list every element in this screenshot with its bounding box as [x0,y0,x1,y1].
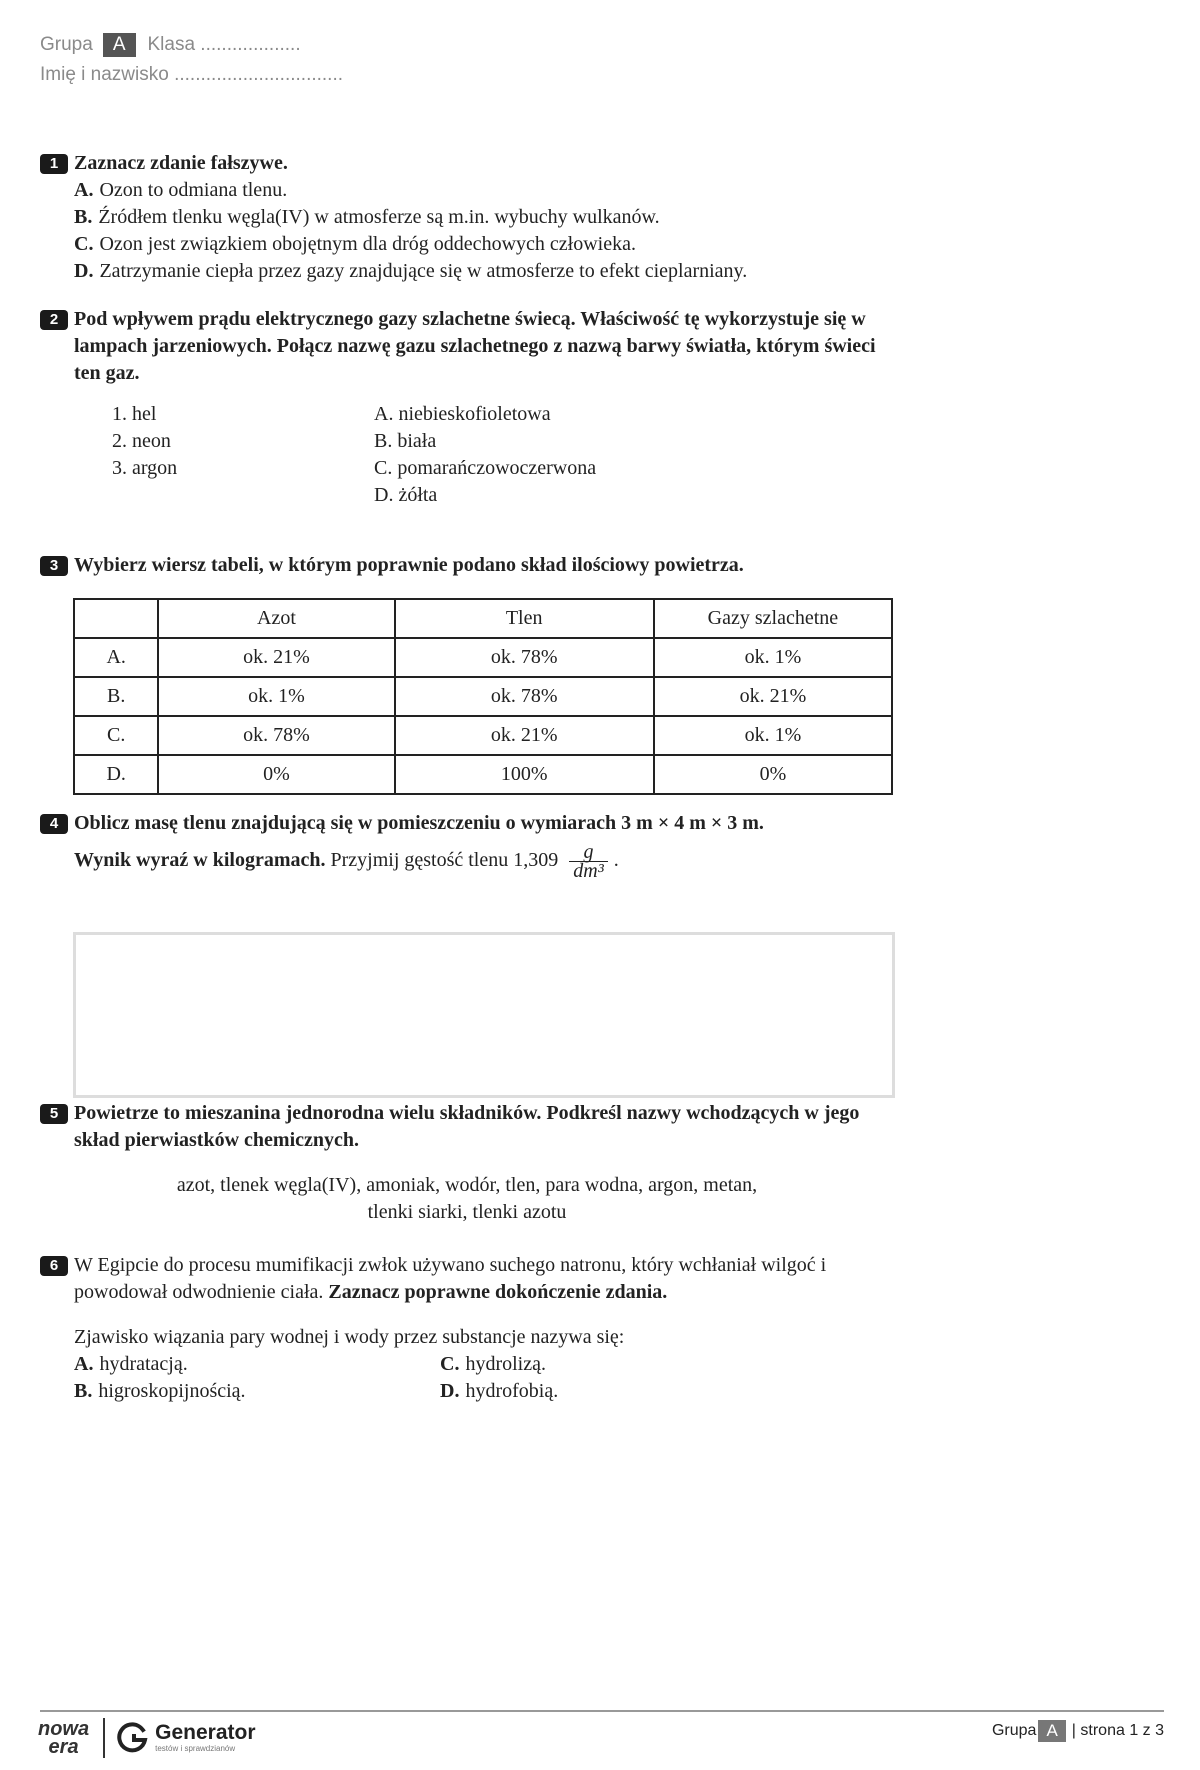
footer-page-info [992,1720,1164,1742]
word-list-line[interactable]: azot, tlenek węgla(IV), amoniak, wodór, tlen, para wodna, argon, metan, [176,1174,758,1196]
table-cell: ok. 21% [654,677,892,716]
task-number: 2 [40,310,68,330]
task-1 [40,150,900,285]
option-b[interactable]: B. Źródłem tlenku węgla(IV) w atmosferze są m.in. wybuchy wulkanów. [74,206,660,228]
header [40,30,343,90]
table-cell: ok. 78% [158,716,394,755]
task-prompt: Powietrze to mieszanina jednorodna wielu składników. Podkreśl nazwy wchodzących w jego skład pierwiastków chemicznych. [74,1102,860,1151]
generator-logo-text: Generator testów i sprawdzianów [155,1721,256,1753]
task-number: 5 [40,1104,68,1124]
row-label: C. [74,716,158,755]
option-b[interactable]: B. higroskopijnością. [74,1380,246,1402]
option-d[interactable]: D. hydrofobią. [440,1380,559,1402]
row-label: A. [74,638,158,677]
table-cell: ok. 1% [158,677,394,716]
task-prompt: Wybierz wiersz tabeli, w którym poprawnie podano skład ilościowy powietrza. [74,554,744,576]
choices [74,1351,900,1405]
color-list [374,401,596,509]
table-cell: ok. 1% [654,638,892,677]
nowa-era-logo: nowa era [38,1718,90,1758]
footer-group-badge: A [1038,1720,1065,1742]
color-item[interactable]: A. niebieskofioletowa [374,403,551,425]
task-number: 6 [40,1256,68,1276]
table-row[interactable] [74,677,892,716]
gas-list [112,401,177,482]
table-cell: 0% [158,755,394,794]
table-cell: ok. 78% [395,638,654,677]
table-cell: ok. 1% [654,716,892,755]
table-row[interactable] [74,638,892,677]
task-3 [40,552,900,579]
color-item[interactable]: D. żółta [374,484,438,506]
table-cell: 100% [395,755,654,794]
row-label: B. [74,677,158,716]
group-badge: A [103,33,136,57]
task-5 [40,1100,900,1226]
matching-lists [74,401,900,509]
table-header-blank [74,599,158,638]
option-a[interactable]: A. Ozon to odmiana tlenu. [74,179,288,201]
word-list [74,1172,900,1226]
word-list-line[interactable]: tlenki siarki, tlenki azotu [367,1201,567,1223]
name-label: Imię i nazwisko ................................ [40,64,344,85]
option-c[interactable]: C. Ozon jest związkiem obojętnym dla dróg oddechowych człowieka. [74,233,636,255]
task-intro: W Egipcie do procesu mumifikacji zwłok używano suchego natronu, który wchłaniał wilgoć i powodował odwodnienie ciała. Zaznacz poprawne dokończenie zdania. [74,1254,827,1303]
footer-divider [40,1710,1164,1712]
table-cell: ok. 21% [395,716,654,755]
page-number: | strona 1 z 3 [1071,1722,1164,1739]
footer-group-label: Grupa [991,1722,1037,1739]
footer-logo [38,1718,256,1758]
name-row [40,60,343,90]
table-row[interactable] [74,716,892,755]
gas-item[interactable]: 2. neon [112,430,171,452]
density-unit-fraction: $\frac{g}{\text{dm³}}$ [569,843,607,880]
air-composition-table [73,598,893,795]
option-c[interactable]: C. hydrolizą. [440,1353,546,1375]
answer-box[interactable] [73,932,895,1098]
generator-g-icon [117,1722,149,1754]
task-prompt: Oblicz masę tlenu znajdującą się w pomieszczeniu o wymiarach 3 m × 4 m × 3 m. [74,812,764,834]
group-row [40,30,343,60]
logo-separator [103,1718,105,1758]
task-number: 3 [40,556,68,576]
option-d[interactable]: D. Zatrzymanie ciepła przez gazy znajdujące się w atmosferze to efekt cieplarniany. [74,260,748,282]
task-prompt-line2: Wynik wyraź w kilogramach. Przyjmij gęstość tlenu 1,309 $\frac{g}{\text{dm³}}$ . [74,841,619,882]
task-prompt: Pod wpływem prądu elektrycznego gazy szlachetne świecą. Właściwość tę wykorzystuje się w lampach jarzeniowych. Połącz nazwę gazu szlachetnego z nazwą barwy światła, którym świeci ten gaz. [74,308,876,384]
gas-item[interactable]: 1. hel [112,403,157,425]
table-header: Azot [158,599,394,638]
task-number: 1 [40,154,68,174]
task-6 [40,1252,900,1405]
gas-item[interactable]: 3. argon [112,457,178,479]
table-row[interactable] [74,755,892,794]
color-item[interactable]: C. pomarańczowoczerwona [374,457,597,479]
group-label: Grupa [40,34,93,55]
table-header: Gazy szlachetne [654,599,892,638]
row-label: D. [74,755,158,794]
color-item[interactable]: B. biała [374,430,437,452]
table-header: Tlen [395,599,654,638]
task-prompt: Zaznacz zdanie fałszywe. [74,152,288,174]
table-cell: 0% [654,755,892,794]
class-label: Klasa ................... [147,34,301,55]
option-a[interactable]: A. hydratacją. [74,1353,188,1375]
table-cell: ok. 78% [395,677,654,716]
task-4 [40,810,900,880]
table-cell: ok. 21% [158,638,394,677]
task-stem: Zjawisko wiązania pary wodnej i wody przez substancje nazywa się: [74,1326,625,1348]
task-2 [40,306,900,509]
task-number: 4 [40,814,68,834]
table-header-row [74,599,892,638]
